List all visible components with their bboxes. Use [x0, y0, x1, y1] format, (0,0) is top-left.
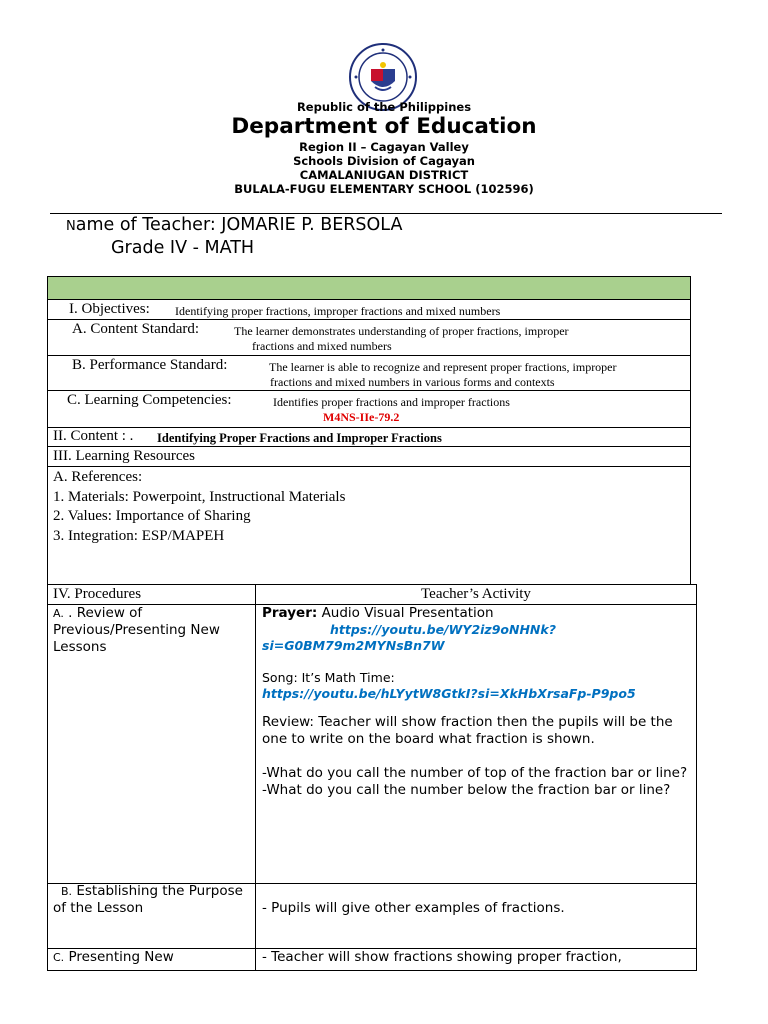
- song-link[interactable]: https://youtu.be/hLYytW8GtkI?si=XkHbXrsaFp-P9po5: [262, 686, 636, 701]
- procedures-table: [47, 584, 697, 971]
- performance-standard-text-2: fractions and mixed numbers in various forms and contexts: [270, 375, 555, 389]
- teacher-rest: ame of Teacher: JOMARIE P. BERSOLA: [75, 215, 403, 235]
- content-label: II. Content : .: [53, 428, 134, 444]
- lesson-plan-table: [47, 276, 691, 584]
- procedure-b-text: Establishing the Purpose of the Lesson: [53, 883, 243, 916]
- performance-standard-label: B. Performance Standard:: [72, 357, 228, 373]
- prayer-link-2[interactable]: si=G0BM79m2MYNsBn7W: [262, 638, 445, 653]
- procedure-a-letter: A.: [53, 607, 64, 620]
- teachers-activity-header: Teacher’s Activity: [421, 586, 531, 602]
- competencies-label: C. Learning Competencies:: [67, 392, 232, 408]
- procedure-b-letter: B.: [61, 885, 73, 898]
- procedures-header: IV. Procedures: [53, 586, 142, 602]
- school-line: BULALA-FUGU ELEMENTARY SCHOOL (102596): [234, 182, 534, 196]
- procedure-c-text: Presenting New: [68, 949, 174, 965]
- content-standard-label: A. Content Standard:: [72, 321, 200, 337]
- teacher-name: [66, 215, 402, 235]
- review-text: Review: Teacher will show fraction then the pupils will be the one to write on the board what fraction is shown.: [262, 714, 673, 747]
- objectives-row: [48, 299, 690, 320]
- division-line: Schools Division of Cagayan: [293, 154, 475, 168]
- question-2: -What do you call the number below the fraction bar or line?: [262, 782, 671, 798]
- republic-heading: Republic of the Philippines: [296, 100, 472, 114]
- header-divider: [50, 213, 722, 214]
- table-header-band: [48, 277, 690, 300]
- reference-materials: 1. Materials: Powerpoint, Instructional Materials: [53, 488, 346, 505]
- competencies-text: Identifies proper fractions and improper fractions: [273, 395, 510, 409]
- question-1: -What do you call the number of top of the fraction bar or line?: [262, 765, 688, 781]
- prayer-link-1[interactable]: https://youtu.be/WY2iz9oNHNk?: [330, 622, 556, 637]
- competencies-row: [48, 391, 690, 428]
- content-text: Identifying Proper Fractions and Improper Fractions: [157, 431, 442, 445]
- content-row: [48, 428, 690, 447]
- objectives-label: I. Objectives:: [69, 301, 150, 317]
- references-block: [53, 468, 345, 546]
- performance-standard-text-1: The learner is able to recognize and represent proper fractions, improper: [269, 360, 617, 374]
- department-title: Department of Education: [231, 114, 537, 139]
- grade-subject: Grade IV - MATH: [111, 238, 255, 258]
- region-line: Region II – Cagayan Valley: [299, 140, 469, 154]
- prayer-text: Audio Visual Presentation: [321, 605, 494, 621]
- reference-values: 2. Values: Importance of Sharing: [53, 508, 251, 524]
- objectives-text: Identifying proper fractions, improper fractions and mixed numbers: [175, 304, 501, 318]
- procedure-a-text: . Review of Previous/Presenting New Lessons: [53, 605, 220, 655]
- procedure-b-activity: - Pupils will give other examples of fractions.: [262, 900, 565, 916]
- district-line: CAMALANIUGAN DISTRICT: [299, 168, 469, 182]
- resources-row: [48, 447, 690, 467]
- procedure-c-letter: C.: [53, 951, 65, 964]
- procedure-c-activity: - Teacher will show fractions showing proper fraction,: [262, 949, 622, 965]
- references-heading: A. References:: [53, 469, 143, 485]
- resources-label: III. Learning Resources: [53, 448, 196, 464]
- teacher-prefix: N: [66, 219, 76, 234]
- prayer-label: Prayer:: [262, 605, 318, 621]
- content-standard-text-2: fractions and mixed numbers: [252, 339, 392, 353]
- competency-code: M4NS-IIe-79.2: [323, 410, 400, 424]
- content-standard-row: [48, 320, 690, 356]
- procedure-b-label: [53, 883, 251, 917]
- reference-integration: 3. Integration: ESP/MAPEH: [53, 527, 225, 544]
- song-label: Song: It’s Math Time:: [262, 670, 395, 685]
- procedure-a-activity: [262, 605, 692, 799]
- content-standard-text-1: The learner demonstrates understanding of proper fractions, improper: [234, 324, 569, 338]
- procedures-column-divider: [255, 585, 256, 970]
- procedure-c-label: [53, 949, 251, 966]
- performance-standard-row: [48, 356, 690, 391]
- procedure-a-label: [53, 605, 251, 656]
